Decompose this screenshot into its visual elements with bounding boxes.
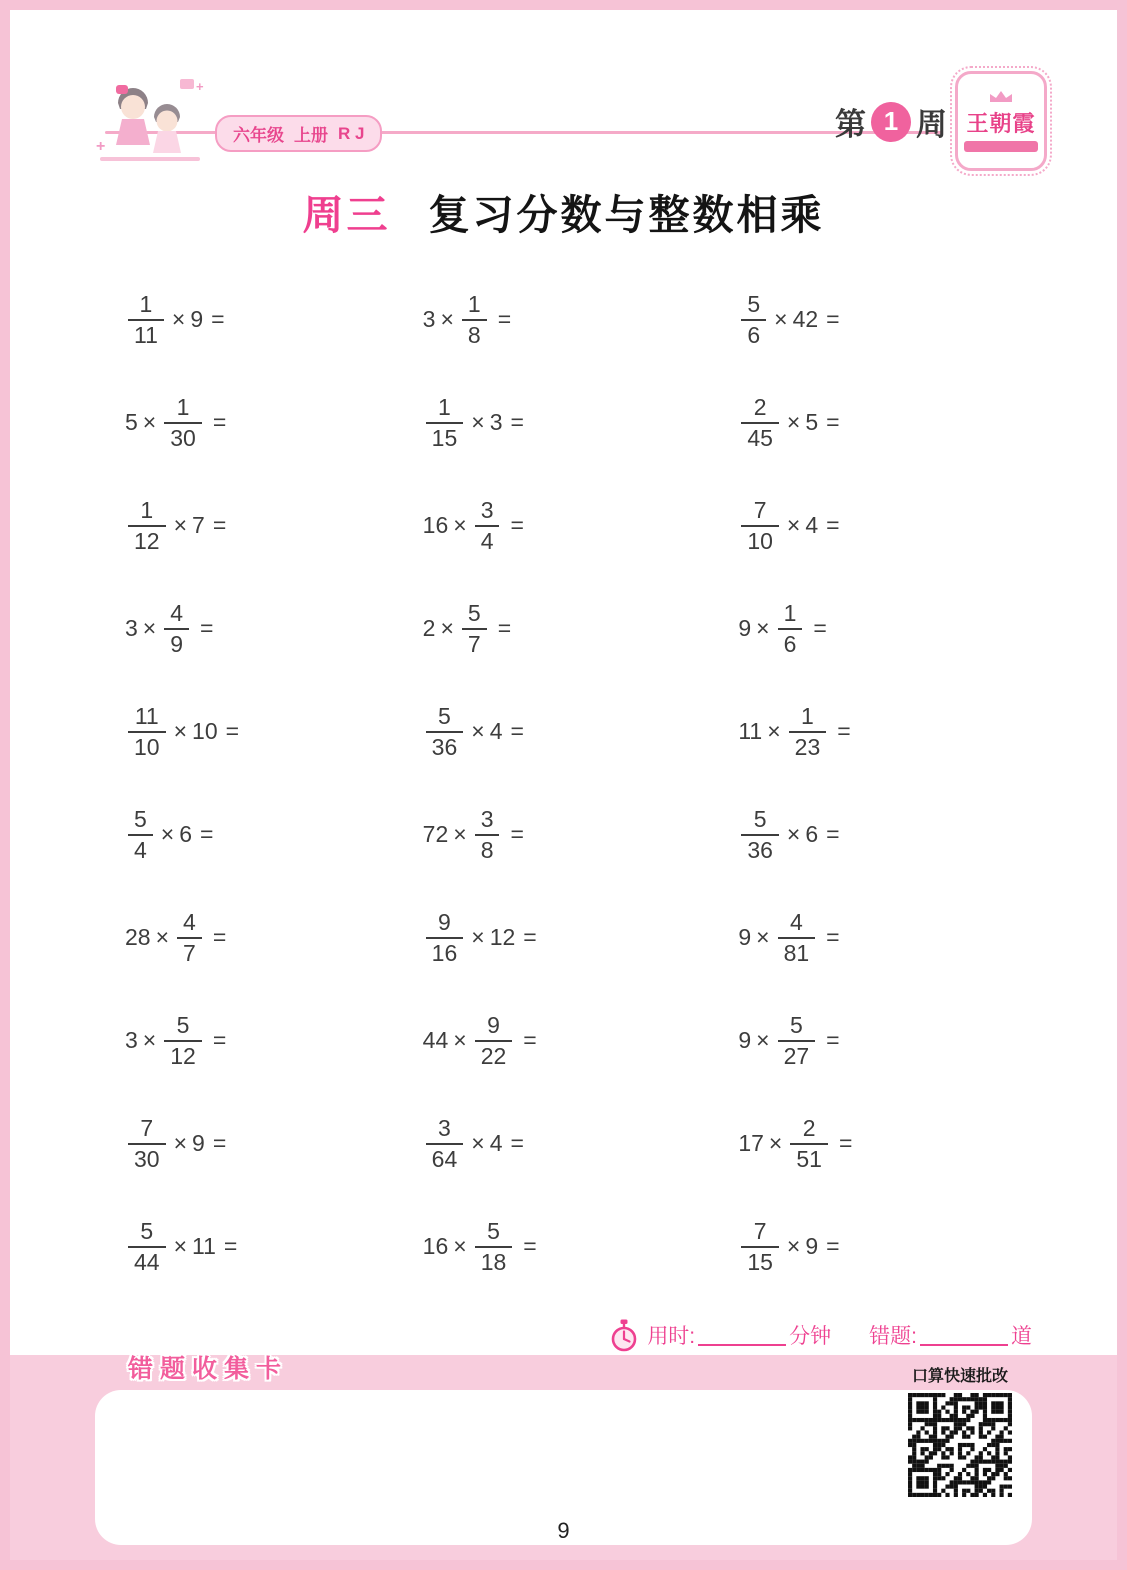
page-header	[10, 75, 1117, 171]
times-sign: ×	[767, 718, 781, 744]
equals-sign: =	[826, 1233, 840, 1259]
math-problem	[411, 908, 727, 966]
times-sign: ×	[440, 306, 454, 332]
fraction: $\frac{7}{10}$	[741, 499, 779, 553]
integer: 9	[738, 1027, 752, 1053]
integer: 9	[738, 924, 752, 950]
page-number: 9	[557, 1518, 570, 1543]
math-problem	[726, 702, 1042, 760]
fraction: $\frac{1}{11}$	[128, 293, 164, 347]
fraction: $\frac{7}{30}$	[128, 1117, 166, 1171]
times-sign: ×	[768, 1130, 783, 1156]
integer: 12	[489, 924, 516, 950]
integer: 72	[422, 821, 449, 847]
fraction: $\frac{5}{27}$	[778, 1014, 816, 1068]
integer: 3	[125, 615, 138, 641]
math-problem	[726, 496, 1042, 554]
week-indicator	[835, 99, 947, 144]
times-sign: ×	[173, 512, 188, 538]
integer: 10	[192, 718, 218, 744]
integer: 6	[805, 821, 819, 847]
equals-sign: =	[212, 512, 227, 538]
wrong-unit: 道	[1011, 1325, 1032, 1348]
integer: 4	[489, 718, 503, 744]
week-suffix: 周	[916, 107, 947, 142]
equals-sign: =	[510, 821, 524, 847]
crown-icon	[988, 90, 1014, 104]
times-sign: ×	[756, 924, 770, 950]
math-problem	[726, 805, 1042, 863]
math-problem	[411, 1217, 727, 1275]
integer: 4	[805, 512, 819, 538]
page-title	[10, 182, 1117, 241]
integer: 9	[738, 615, 752, 641]
integer: 28	[125, 924, 151, 950]
equals-sign: =	[200, 615, 214, 641]
fraction: $\frac{5}{44}$	[128, 1220, 166, 1274]
math-problem	[95, 496, 411, 554]
math-problem	[411, 805, 727, 863]
times-sign: ×	[160, 821, 175, 847]
equals-sign: =	[523, 1233, 537, 1259]
equals-sign: =	[510, 718, 524, 744]
stopwatch-icon	[609, 1318, 639, 1352]
kids-illustration	[92, 73, 214, 165]
fraction: $\frac{7}{15}$	[741, 1220, 779, 1274]
equals-sign: =	[497, 306, 512, 332]
equals-sign: =	[523, 924, 537, 950]
times-sign: ×	[786, 1233, 801, 1259]
week-number-badge: 1	[871, 102, 911, 142]
times-sign: ×	[453, 1233, 467, 1259]
fraction: $\frac{5}{6}$	[741, 293, 766, 347]
grade-badge	[215, 115, 382, 152]
fraction: $\frac{9}{16}$	[426, 911, 464, 965]
fraction: $\frac{4}{81}$	[778, 911, 816, 965]
times-sign: ×	[142, 1027, 157, 1053]
equals-sign: =	[510, 409, 524, 435]
week-prefix: 第	[835, 107, 866, 142]
math-problem	[411, 702, 727, 760]
integer: 9	[805, 1233, 819, 1259]
fraction: $\frac{1}{15}$	[426, 396, 464, 450]
weekday-label: 周三	[302, 192, 391, 238]
times-sign: ×	[173, 1130, 188, 1156]
times-sign: ×	[453, 1027, 467, 1053]
equals-sign: =	[212, 924, 227, 950]
fraction: $\frac{5}{12}$	[164, 1014, 202, 1068]
math-problem	[95, 1217, 411, 1275]
fraction: $\frac{5}{4}$	[128, 808, 153, 862]
svg-text:+: +	[96, 138, 106, 155]
math-problem	[726, 908, 1042, 966]
equals-sign: =	[497, 615, 512, 641]
fraction: $\frac{5}{7}$	[462, 602, 487, 656]
equals-sign: =	[838, 1130, 853, 1156]
equals-sign: =	[826, 409, 840, 435]
integer: 6	[179, 821, 193, 847]
times-sign: ×	[756, 1027, 770, 1053]
fraction: $\frac{3}{8}$	[475, 808, 500, 862]
math-problem	[95, 1011, 411, 1069]
brand-logo-text: 王朝霞	[966, 111, 1036, 136]
times-sign: ×	[471, 1130, 485, 1156]
equals-sign: =	[826, 512, 840, 538]
math-problem	[411, 1114, 727, 1172]
times-sign: ×	[453, 512, 467, 538]
fraction: $\frac{3}{4}$	[475, 499, 500, 553]
math-problem	[411, 393, 727, 451]
equals-sign: =	[826, 924, 840, 950]
math-problem	[95, 599, 411, 657]
fraction: $\frac{1}{8}$	[462, 293, 487, 347]
fraction: $\frac{2}{45}$	[741, 396, 779, 450]
math-problem	[95, 393, 411, 451]
math-problem	[411, 290, 727, 348]
brand-logo-ribbon	[964, 141, 1038, 152]
times-sign: ×	[142, 615, 157, 641]
equals-sign: =	[510, 512, 524, 538]
equals-sign: =	[200, 821, 214, 847]
equals-sign: =	[212, 1027, 227, 1053]
integer: 17	[738, 1130, 764, 1156]
math-problem	[95, 702, 411, 760]
times-sign: ×	[453, 821, 467, 847]
equals-sign: =	[225, 718, 240, 744]
edition-label: R J	[338, 123, 365, 143]
times-sign: ×	[471, 924, 485, 950]
lesson-title: 复习分数与整数相乘	[428, 192, 825, 238]
integer: 5	[125, 409, 138, 435]
times-sign: ×	[471, 409, 485, 435]
times-sign: ×	[440, 615, 454, 641]
wrong-blank	[920, 1324, 1008, 1346]
integer: 7	[192, 512, 205, 538]
times-sign: ×	[142, 409, 157, 435]
time-blank	[698, 1324, 786, 1346]
times-sign: ×	[786, 409, 801, 435]
fraction: $\frac{1}{23}$	[789, 705, 827, 759]
timing-row	[95, 1318, 1032, 1352]
math-problem	[726, 1114, 1042, 1172]
integer: 2	[422, 615, 436, 641]
fraction: $\frac{4}{7}$	[177, 911, 202, 965]
times-sign: ×	[786, 821, 801, 847]
fraction: $\frac{1}{30}$	[164, 396, 202, 450]
equals-sign: =	[510, 1130, 524, 1156]
times-sign: ×	[786, 512, 801, 538]
times-sign: ×	[774, 306, 788, 332]
times-sign: ×	[173, 718, 188, 744]
integer: 3	[125, 1027, 138, 1053]
time-unit: 分钟	[789, 1325, 832, 1348]
math-problem	[95, 908, 411, 966]
integer: 3	[422, 306, 436, 332]
integer: 4	[489, 1130, 503, 1156]
fraction: $\frac{5}{36}$	[741, 808, 779, 862]
math-problem	[95, 1114, 411, 1172]
times-sign: ×	[471, 718, 485, 744]
math-problem	[411, 599, 727, 657]
math-problem	[726, 599, 1042, 657]
integer: 16	[422, 1233, 449, 1259]
equals-sign: =	[837, 718, 851, 744]
qr-block	[895, 1363, 1025, 1499]
svg-text:+: +	[196, 79, 204, 94]
fraction: $\frac{1}{12}$	[128, 499, 166, 553]
mistake-card-label: 错题收集卡	[128, 1355, 289, 1383]
equals-sign: =	[523, 1027, 537, 1053]
fraction: $\frac{1}{6}$	[778, 602, 803, 656]
times-sign: ×	[173, 1233, 188, 1259]
times-sign: ×	[171, 306, 186, 332]
fraction: $\frac{3}{64}$	[426, 1117, 464, 1171]
math-problem	[411, 1011, 727, 1069]
integer: 44	[422, 1027, 449, 1053]
math-problem	[726, 1217, 1042, 1275]
qr-label: 口算快速批改	[911, 1368, 1008, 1385]
times-sign: ×	[756, 615, 770, 641]
integer: 11	[192, 1233, 216, 1259]
integer: 9	[190, 306, 204, 332]
integer: 11	[738, 718, 763, 744]
problem-grid	[95, 268, 1042, 1298]
equals-sign: =	[826, 1027, 840, 1053]
fraction: $\frac{9}{22}$	[475, 1014, 513, 1068]
math-problem	[95, 290, 411, 348]
integer: 9	[192, 1130, 205, 1156]
equals-sign: =	[813, 615, 827, 641]
math-problem	[726, 393, 1042, 451]
grade-label: 六年级	[233, 126, 284, 145]
fraction: $\frac{5}{36}$	[426, 705, 464, 759]
times-sign: ×	[155, 924, 170, 950]
wrong-label: 错题:	[869, 1325, 917, 1348]
volume-label: 上册	[294, 126, 328, 145]
integer: 3	[489, 409, 503, 435]
equals-sign: =	[223, 1233, 238, 1259]
fraction: $\frac{5}{18}$	[475, 1220, 513, 1274]
integer: 42	[792, 306, 819, 332]
equals-sign: =	[826, 821, 840, 847]
math-problem	[726, 1011, 1042, 1069]
fraction: $\frac{4}{9}$	[164, 602, 189, 656]
qr-code	[906, 1391, 1014, 1499]
time-label: 用时:	[647, 1325, 696, 1348]
math-problem	[411, 496, 727, 554]
math-problem	[95, 805, 411, 863]
equals-sign: =	[211, 306, 225, 332]
integer: 5	[805, 409, 819, 435]
fraction: $\frac{11}{10}$	[128, 705, 166, 759]
equals-sign: =	[212, 409, 227, 435]
brand-logo	[955, 71, 1047, 171]
equals-sign: =	[212, 1130, 227, 1156]
equals-sign: =	[826, 306, 840, 332]
bottom-band	[10, 1355, 1117, 1560]
integer: 16	[422, 512, 449, 538]
fraction: $\frac{2}{51}$	[790, 1117, 828, 1171]
math-problem	[726, 290, 1042, 348]
